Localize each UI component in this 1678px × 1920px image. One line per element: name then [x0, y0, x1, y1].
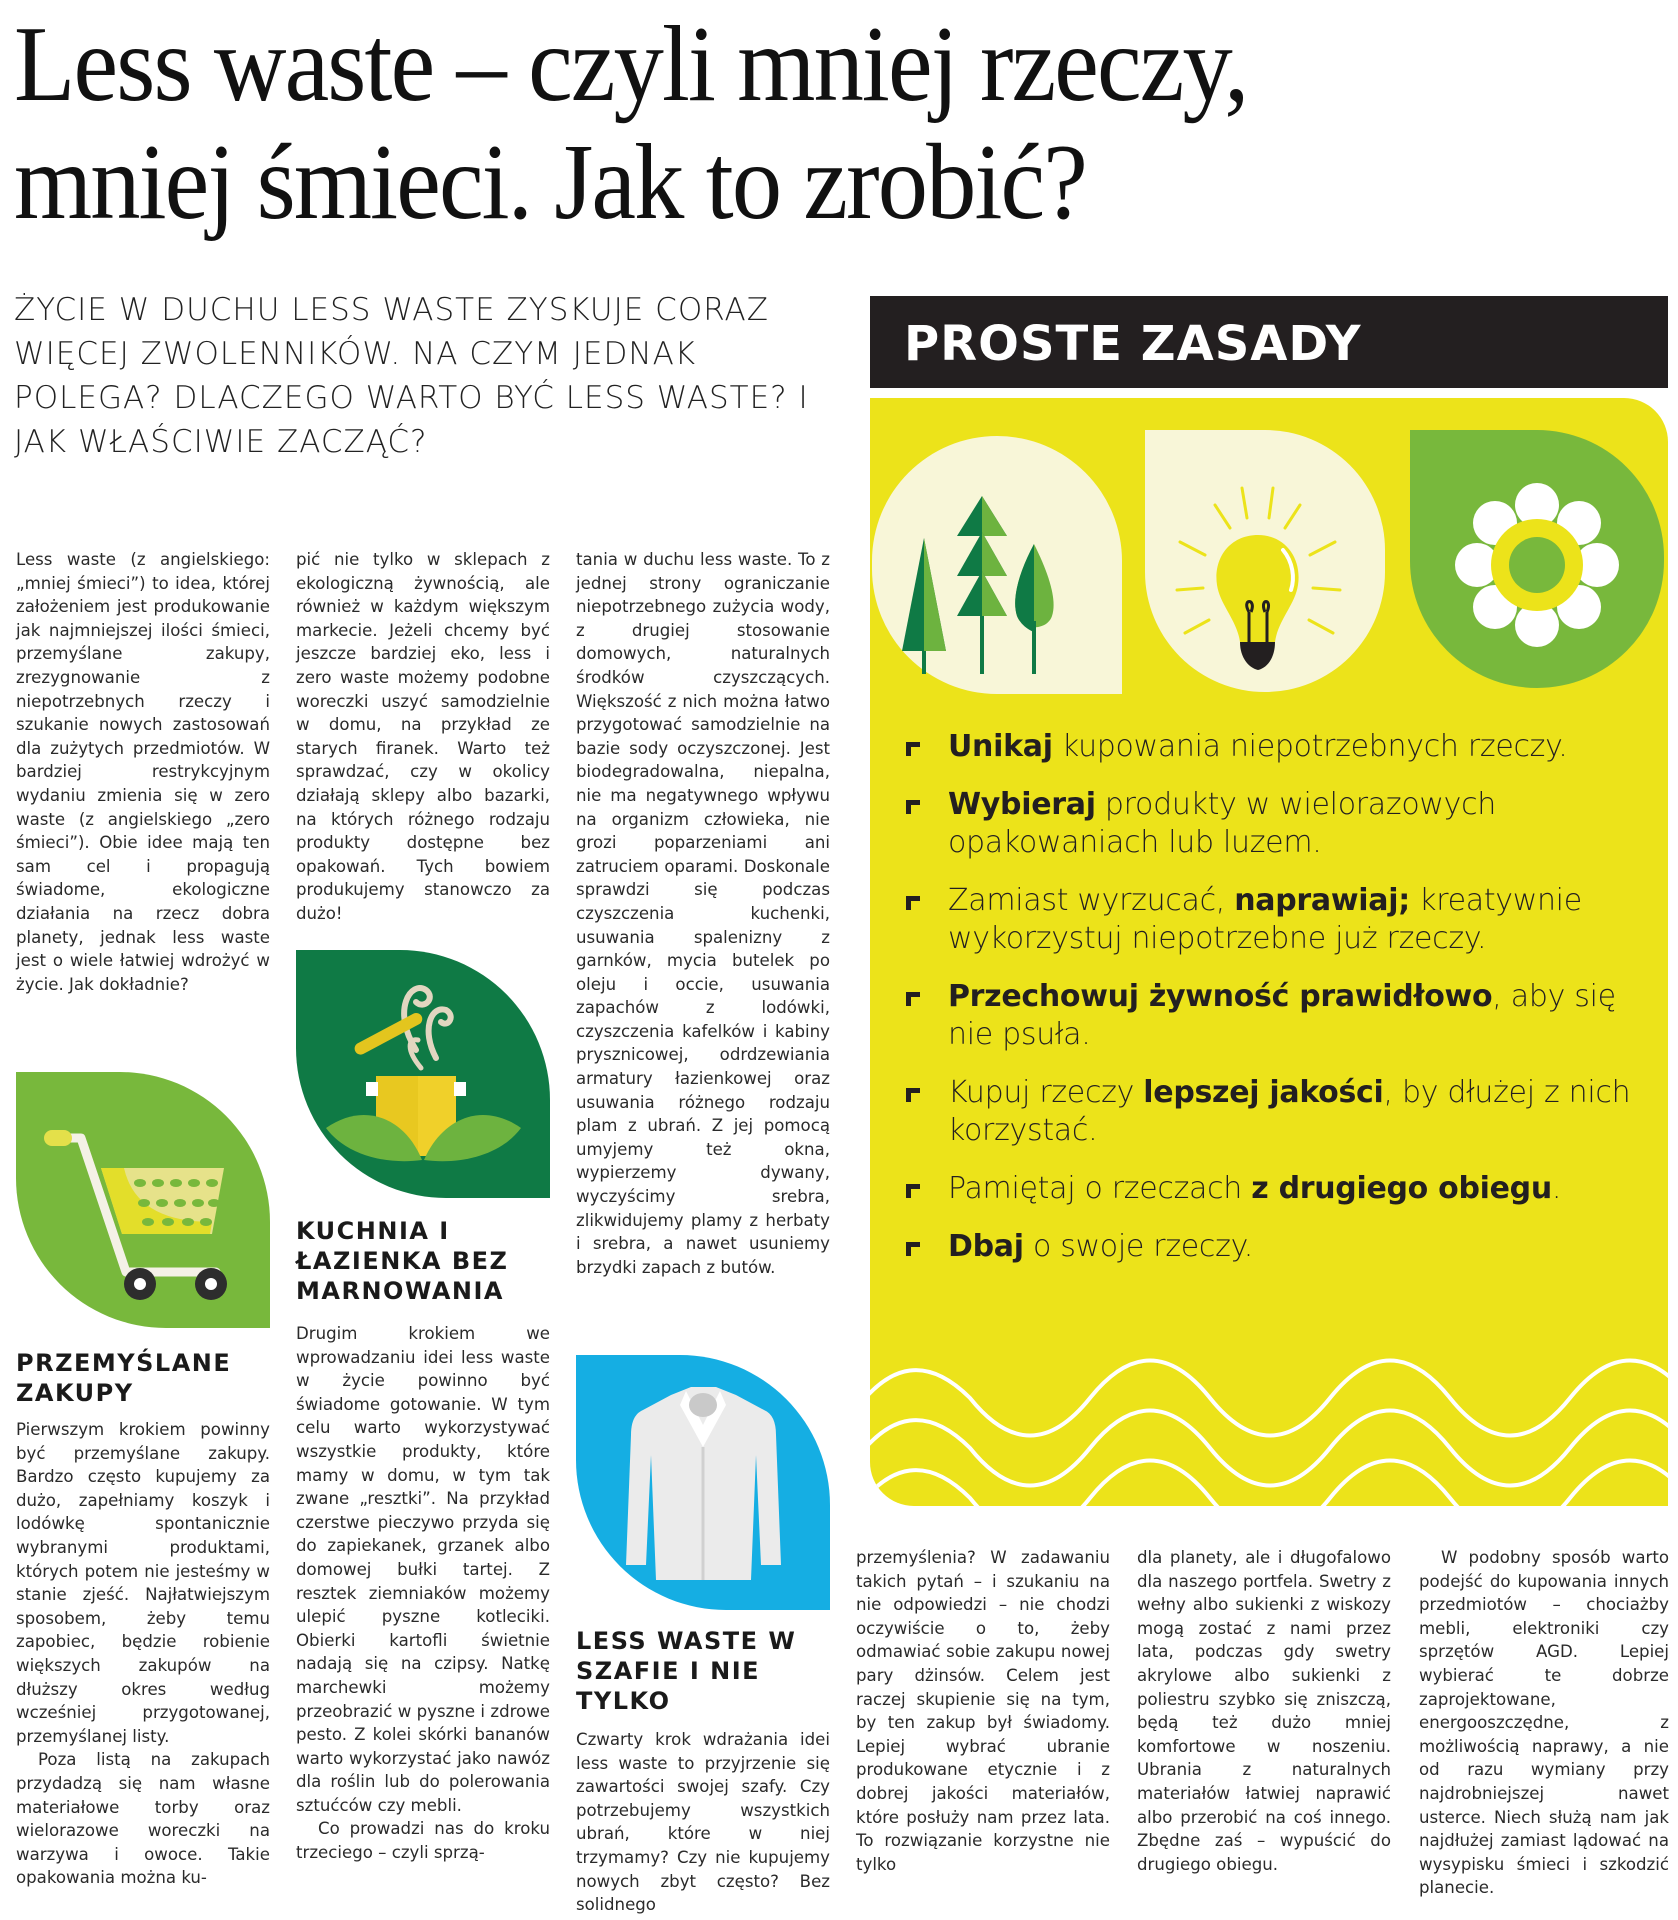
bullet-corner-icon [906, 992, 920, 1006]
lightbulb-badge [1145, 430, 1385, 692]
bullet-corner-icon [906, 800, 920, 814]
intro-paragraph: Less waste (z angielskiego: „mniej śmieci”) to idea, której założeniem jest produkowanie jak najmniejszej ilości śmieci, przemyślane zakupy, zrezygnowanie z niepotrzebnych rzeczy i szukanie nowych zastosowań dla zużytych przedmiotów. W bardziej restrykcyjnym wydaniu zmienia się w zero waste (z angielskiego „zero śmieci”). Obie idee mają ten sam cel i propagują świadome, ekologiczne działania na rzecz dobra planety, jednak less waste jest o wiele łatwiej wdrożyć w życie. Jak dokładnie? [16, 550, 270, 994]
cooking-pot-icon [296, 950, 550, 1198]
flower-icon [1410, 430, 1664, 688]
rule-item: Pamiętaj o rzeczach z drugiego obiegu. [906, 1170, 1656, 1208]
bullet-corner-icon [906, 1242, 920, 1256]
rule-item: Zamiast wyrzucać, naprawiaj; kreatywnie wykorzystuj niepotrzebne już rzeczy. [906, 882, 1656, 958]
section-heading-kitchen: KUCHNIA I ŁAZIENKA BEZ MARNOWANIA [296, 1217, 509, 1305]
rules-header [870, 296, 1668, 388]
title-line-1: Less waste – czyli mniej rzeczy, [14, 5, 1248, 124]
cooking-pot-illustration [296, 950, 550, 1198]
rule-item: Unikaj kupowania niepotrzebnych rzeczy. [906, 728, 1656, 766]
bullet-corner-icon [906, 1088, 920, 1102]
section-kitchen-continued: tania w duchu less waste. To z jednej strony ograniczanie niepotrzebnego zużycia wody, z drugiej stosowanie domowych, naturalnych środków czyszczących. Większość z nich można łatwo przygotować samodzielnie na bazie sody oczyszczonej. Jest biodegradowalna, niepalna, nie ma negatywnego wpływu na organizm człowieka, nie grozi poparzeniami ani zatruciem oparami. Doskonale sprawdzi się podczas czyszczenia kuchenki, usuwania spalenizny z garnków, mycia butelek po oleju i occie, usuwania zapachów z lodówki, czyszczenia kafelków i kabiny prysznicowej, odrdzewiania armatury łazienkowej oraz usuwania różnego rodzaju plam z ubrań. Z jej pomocą umyjemy też okna, wypierzemy dywany, wyczyścimy srebra, zlikwidujemy plamy z herbaty i srebra, a nawet usuniemy brzydki zapach z butów. [576, 550, 830, 1277]
rule-item: Przechowuj żywność prawidłowo, aby się nie psuła. [906, 978, 1656, 1054]
section-heading-shopping: PRZEMYŚLANE ZAKUPY [16, 1349, 232, 1407]
rules-list [906, 728, 1656, 1286]
section-shopping-text: Pierwszym krokiem powinny być przemyślane zakupy. Bardzo często kupujemy za dużo, zapełniamy koszyk i lodówkę spontanicznie wybranymi produktami, których potem nie jesteśmy w stanie zjeść. Najłatwiejszym sposobem, żeby temu zapobiec, będzie robienie większych zakupów na dłuższy okres według wcześniej przygotowanej, przemyślanej listy. Poza listą na zakupach przydadzą się nam własne materiałowe torby oraz wielorazowe woreczki na warzywa i owoce. Takie opakowania można ku- [16, 1420, 270, 1888]
title-line-2: mniej śmieci. Jak to zrobić? [14, 123, 1086, 242]
shirt-illustration [576, 1355, 830, 1610]
lightbulb-icon [1145, 430, 1385, 692]
rule-item: Kupuj rzeczy lepszej jakości, by dłużej z nich korzystać. [906, 1074, 1656, 1150]
section-shopping-continued: pić nie tylko w sklepach z ekologiczną żywnością, ale również w każdym większym markecie. Jeżeli chcemy być jeszcze bardziej eko, less i zero waste możemy podobne woreczki uszyć samodzielnie w domu, na przykład ze starych firanek. Warto też sprawdzać, czy w okolicy działają sklepy albo bazarki, na których różnego rodzaju produkty dostępne bez opakowań. Tych bowiem produkujemy stanowczo za dużo! [296, 550, 550, 923]
bullet-corner-icon [906, 742, 920, 756]
flower-badge [1410, 430, 1664, 688]
section-kitchen-text: Drugim krokiem we wprowadzaniu idei less waste w życie powinno być świadome gotowanie. W tym celu warto wykorzystywać wszystkie produkty, które mamy w domu, w tym tak zwane „resztki”. Na przykład czerstwe pieczywo przyda się do zapiekanek, grzanek albo domowej bułki tartej. Z resztek ziemniaków możemy ulepić pyszne kotleciki. Obierki kartofli świetnie nadają się na czipsy. Natkę marchewki możemy przeobrazić w pyszne i zdrowe pesto. Z kolei skórki bananów warto wykorzystać jako nawóz dla roślin lub do polerowania sztućców czy mebli. Co prowadzi nas do kroku trzeciego – czyli sprzą- [296, 1324, 550, 1863]
shirt-icon [576, 1355, 830, 1610]
wave-decoration [870, 1338, 1668, 1506]
section-heading-wardrobe: LESS WASTE W SZAFIE I NIE TYLKO [576, 1627, 797, 1715]
article-title [14, 6, 1558, 242]
article-lead: ŻYCIE W DUCHU LESS WASTE ZYSKUJE CORAZ WIĘCEJ ZWOLENNIKÓW. NA CZYM JEDNAK POLEGA? DLACZEGO WARTO BYĆ LESS WASTE? I JAK WŁAŚCIWIE ZACZĄĆ? [14, 292, 809, 460]
bullet-corner-icon [906, 1184, 920, 1198]
section-wardrobe-continued-1: przemyślenia? W zadawaniu takich pytań – i szukaniu na nie odpowiedzi – nie chodzi oczywiście o to, żeby odmawiać sobie zakupu nowej pary dżinsów. Celem jest raczej skupienie się na tym, by ten zakup był świadomy. Lepiej wybrać ubranie produkowane etycznie i z dobrej jakości materiałów, które posłuży nam przez lata. To rozwiązanie korzystne nie tylko [856, 1548, 1110, 1874]
shopping-cart-illustration [16, 1072, 270, 1328]
section-wardrobe-text: Czwarty krok wdrażania idei less waste to przyjrzenie się zawartości swojej szafy. Czy potrzebujemy wszystkich ubrań, które w niej trzymamy? Czy nie kupujemy nowych zbyt często? Bez solidnego [576, 1730, 830, 1915]
rules-heading: PROSTE ZASADY [904, 316, 1362, 372]
section-wardrobe-continued-2: dla planety, ale i długofalowo dla naszego portfela. Swetry z wełny albo sukienki z wiskozy mogą zostać z nami przez lata, podczas gdy swetry akrylowe albo sukienki z poliestru szybko się zniszczą, będą też dużo mniej komfortowe w noszeniu. Ubrania z naturalnych materiałów łatwiej naprawić albo przerobić na coś innego. Zbędne zaś – wypuścić do drugiego obiegu. [1137, 1548, 1391, 1874]
bullet-corner-icon [906, 896, 920, 910]
trees-badge [872, 436, 1122, 694]
trees-icon [872, 436, 1122, 694]
rule-item: Dbaj o swoje rzeczy. [906, 1228, 1656, 1266]
shopping-cart-icon [16, 1072, 270, 1328]
section-wardrobe-continued-3: W podobny sposób warto podejść do kupowania innych przedmiotów – chociażby mebli, elektroniki czy sprzętów AGD. Lepiej wybierać te dobrze zaprojektowane, energooszczędne, z możliwością naprawy, a nie od razu wymiany przy najdrobniejszej nawet usterce. Niech służą nam jak najdłużej zamiast lądować na wysypisku śmieci i szkodzić planecie. [1419, 1548, 1669, 1898]
rules-panel [870, 398, 1668, 1506]
rule-item: Wybieraj produkty w wielorazowych opakowaniach lub luzem. [906, 786, 1656, 862]
